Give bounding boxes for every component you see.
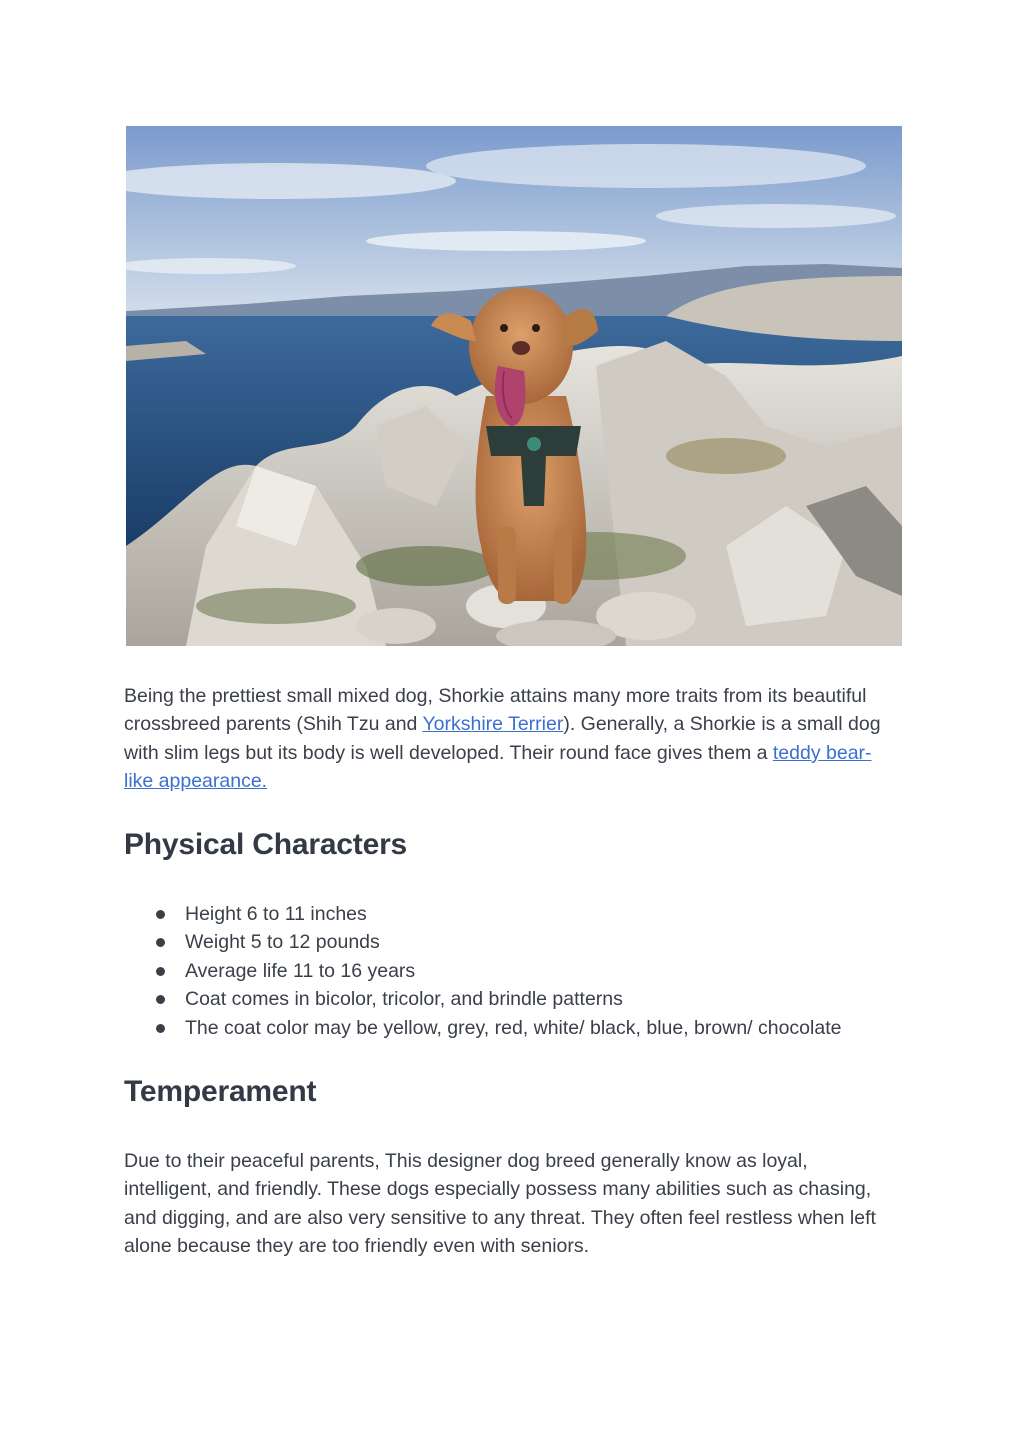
list-item: [124, 928, 924, 956]
list-item-text: Height 6 to 11 inches: [185, 903, 367, 925]
bullet-icon: [156, 1024, 165, 1033]
physical-traits-list: [124, 900, 924, 1042]
hero-image: [126, 126, 902, 646]
bullet-icon: [156, 910, 165, 919]
temperament-paragraph: Due to their peaceful parents, This designer dog breed generally know as loyal, intelligent, and friendly. These dogs especially possess many abilities such as chasing, and digging, and are also very sensitive to any threat. They often feel restless when left alone because they are too friendly even with seniors.: [124, 1150, 876, 1258]
yorkshire-terrier-link[interactable]: Yorkshire Terrier: [422, 713, 564, 736]
list-item: [124, 985, 924, 1013]
list-item-text: Average life 11 to 16 years: [185, 959, 416, 982]
teddy-bear-appearance-link[interactable]: teddy bear-like appearance.: [124, 741, 872, 793]
intro-paragraph: [124, 682, 900, 796]
list-item-text: The coat color may be yellow, grey, red, white/ black, blue, brown/ chocolate: [185, 1016, 842, 1039]
list-item-text: Weight 5 to 12 pounds: [185, 931, 380, 954]
list-item: [124, 1014, 924, 1042]
bullet-icon: [156, 967, 165, 976]
bullet-icon: [156, 995, 165, 1004]
bullet-icon: [156, 938, 165, 947]
intro-text-2: ). Generally, a Shorkie is a small dog with slim legs but its body is well developed. Their round face gives them a: [124, 713, 881, 764]
dog-on-mountain-photo: [126, 126, 902, 646]
list-item: [124, 900, 924, 928]
intro-text-1: Being the prettiest small mixed dog, Shorkie attains many more traits from its beautiful crossbreed parents (Shih Tzu and: [124, 685, 867, 736]
physical-characters-heading: Physical Characters: [124, 828, 408, 861]
temperament-heading: Temperament: [124, 1075, 317, 1108]
list-item-text: Coat comes in bicolor, tricolor, and brindle patterns: [185, 988, 623, 1011]
list-item: [124, 957, 924, 985]
